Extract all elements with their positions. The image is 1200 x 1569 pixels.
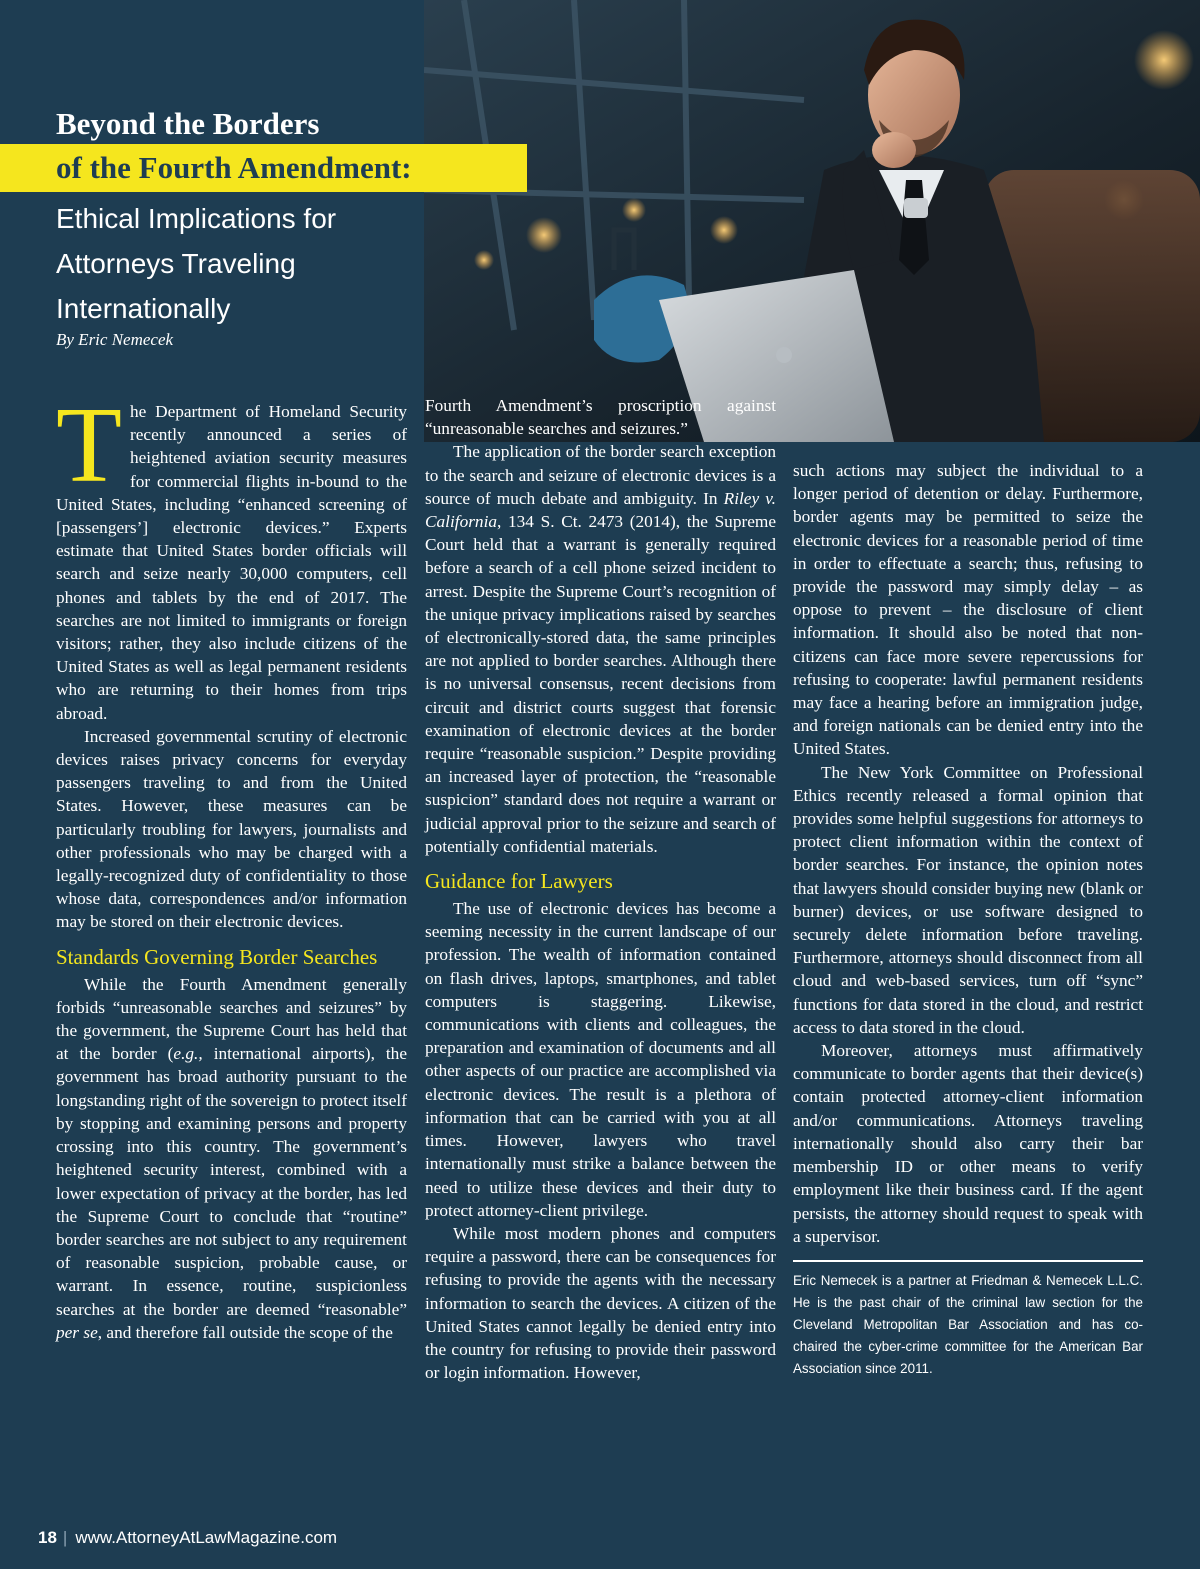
- col2-p2-a: The application of the border search exception to the search and seizure of electronic devices is a source of much debate and ambiguity. In: [425, 442, 776, 508]
- col1-p3-a: While the Fourth Amendment generally forbids “unreasonable searches and seizures” by the government, the Supreme Court has held that at the border (: [56, 974, 407, 1064]
- col1-paragraph-1: [56, 386, 407, 725]
- col3-paragraph-2: The New York Committee on Professional Ethics recently released a formal opinion that provides some helpful suggestions for attorneys to protect client information within the context of border searches. For instance, the opinion notes that lawyers should consider buying new (blank or burner) devices, or use software designed to securely delete information before traveling. Furthermore, attorneys should disconnect from all cloud and web-based services, turn off “sync” functions for data stored in the cloud, and restrict access to data stored in the cloud.: [793, 762, 1143, 1037]
- col1-p3-b: international airports), the government has broad authority pursuant to the longstanding right of the sovereign to protect itself by stopping and examining persons and property crossing into this country. The government’s heightened security interest, combined with a lower expectation of privacy at the border, has led the Supreme Court to conclude that “routine” border searches are not subject to any requirement of reasonable suspicion, probable cause, or warrant. In essence, routine, suspicionless searches at the border are deemed “reasonable”: [56, 1044, 407, 1319]
- col2-paragraph-4: While most modern phones and computers require a password, there can be consequences for refusing to provide the agents with the necessary information to search the devices. A citizen of the United States cannot legally be denied entry into the country for refusing to provide their password or login information. However,: [425, 1223, 776, 1383]
- col1-paragraph-2: Increased governmental scrutiny of electronic devices raises privacy concerns for everyday passengers traveling to and from the United States. However, these measures can be particularly troubling for lawyers, journalists and other professionals who may be charged with a legally-recognized duty of confidentiality to those whose data, correspondences and/or information may be stored on their electronic devices.: [56, 726, 407, 932]
- heading-guidance: Guidance for Lawyers: [425, 869, 613, 894]
- col1-p3-eg: e.g.,: [173, 1044, 203, 1064]
- column-1: [56, 386, 407, 1344]
- col2-p2-b: , 134 S. Ct. 2473 (2014), the Supreme Court held that a warrant is generally required before a search of a cell phone seized incident to arrest. Despite the Supreme Court’s recognition of the unique privacy implications raised by searches of electronically-stored data, the same principles are not applied to border searches. Although there is no universal consensus, recent decisions from circuit and district courts suggest that forensic examination of electronic devices at the border require “reasonable suspicion.” Despite providing an increased layer of protection, the “reasonable suspicion” standard does not require a warrant or judicial approval prior to the seizure and search of potentially confidential materials.: [425, 512, 776, 856]
- col1-p3-c: , and therefore fall outside the scope of the: [97, 1322, 393, 1342]
- page-number: 18: [38, 1528, 57, 1547]
- byline: By Eric Nemecek: [56, 330, 174, 349]
- article-photo: [424, 0, 1200, 442]
- page-footer: [38, 1528, 337, 1548]
- col1-p3-per-se: per se: [56, 1322, 98, 1342]
- drop-cap: T: [56, 386, 122, 505]
- col1-p1-text: he Department of Homeland Security recently announced a series of heightened aviation security measures for commercial flights in-bound to the United States, including “enhanced screening of [passengers’] electronic devices.” Experts estimate that United States border officials will search and seize nearly 30,000 computers, cell phones and tablets by the end of 2017. The searches are not limited to immigrants or foreign visitors; rather, they also include citizens of the United States as well as legal permanent residents who are returning to their homes from trips abroad.: [56, 402, 407, 723]
- subtitle: Ethical Implications for Attorneys Traveling Internationally: [56, 203, 337, 324]
- col2-paragraph-2: [425, 440, 776, 858]
- title-line-1: Beyond the Borders: [56, 106, 320, 141]
- col3-paragraph-3: Moreover, attorneys must affirmatively communicate to border agents that their device(s) contain protected attorney-client information and/or communications. Attorneys traveling internationally should also carry their bar membership ID or other means to verify employment like their business card. If the agent persists, the attorney should request to speak with a supervisor.: [793, 1041, 1143, 1246]
- col3-paragraph-1: such actions may subject the individual to a longer period of detention or delay. Furthermore, border agents may be permitted to seize the electronic devices for a reasonable period of time in order to effectuate a search; thus, refusing to provide the password may simply delay – as oppose to prevent – the disclosure of client information. It should also be noted that non-citizens can face more severe repercussions for refusing to cooperate: lawful permanent residents may face a hearing before an immigration judge, and foreign nationals can be denied entry into the United States.: [793, 461, 1143, 759]
- column-2: [425, 394, 776, 1384]
- footer-website-link[interactable]: www.AttorneyAtLawMagazine.com: [75, 1528, 338, 1547]
- bio-divider: [793, 1260, 1143, 1262]
- col2-paragraph-1: Fourth Amendment’s proscription against “unreasonable searches and seizures.”: [425, 396, 776, 439]
- col1-paragraph-3: [56, 973, 407, 1344]
- column-3: [793, 459, 1143, 1380]
- heading-standards: Standards Governing Border Searches: [56, 944, 378, 969]
- footer-separator: |: [62, 1528, 68, 1547]
- author-bio: Eric Nemecek is a partner at Friedman & Nemecek L.L.C. He is the past chair of the criminal law section for the Cleveland Metropolitan Bar Association and has co-chaired the cyber-crime committee for the American Bar Association since 2011.: [793, 1272, 1143, 1376]
- col2-paragraph-3: The use of electronic devices has become a seeming necessity in the current landscape of our profession. The wealth of information contained on flash drives, laptops, smartphones, and tablet computers is staggering. Likewise, communications with clients and colleagues, the preparation and examination of documents and all other aspects of our practice are accomplished via electronic devices. The result is a plethora of information that can be carried with you at all times. However, lawyers who travel internationally must strike a balance between the need to utilize these devices and their duty to protect attorney-client privilege.: [425, 899, 776, 1220]
- title-line-2: of the Fourth Amendment:: [56, 150, 412, 185]
- col2-case-name: Riley v. California: [425, 488, 776, 532]
